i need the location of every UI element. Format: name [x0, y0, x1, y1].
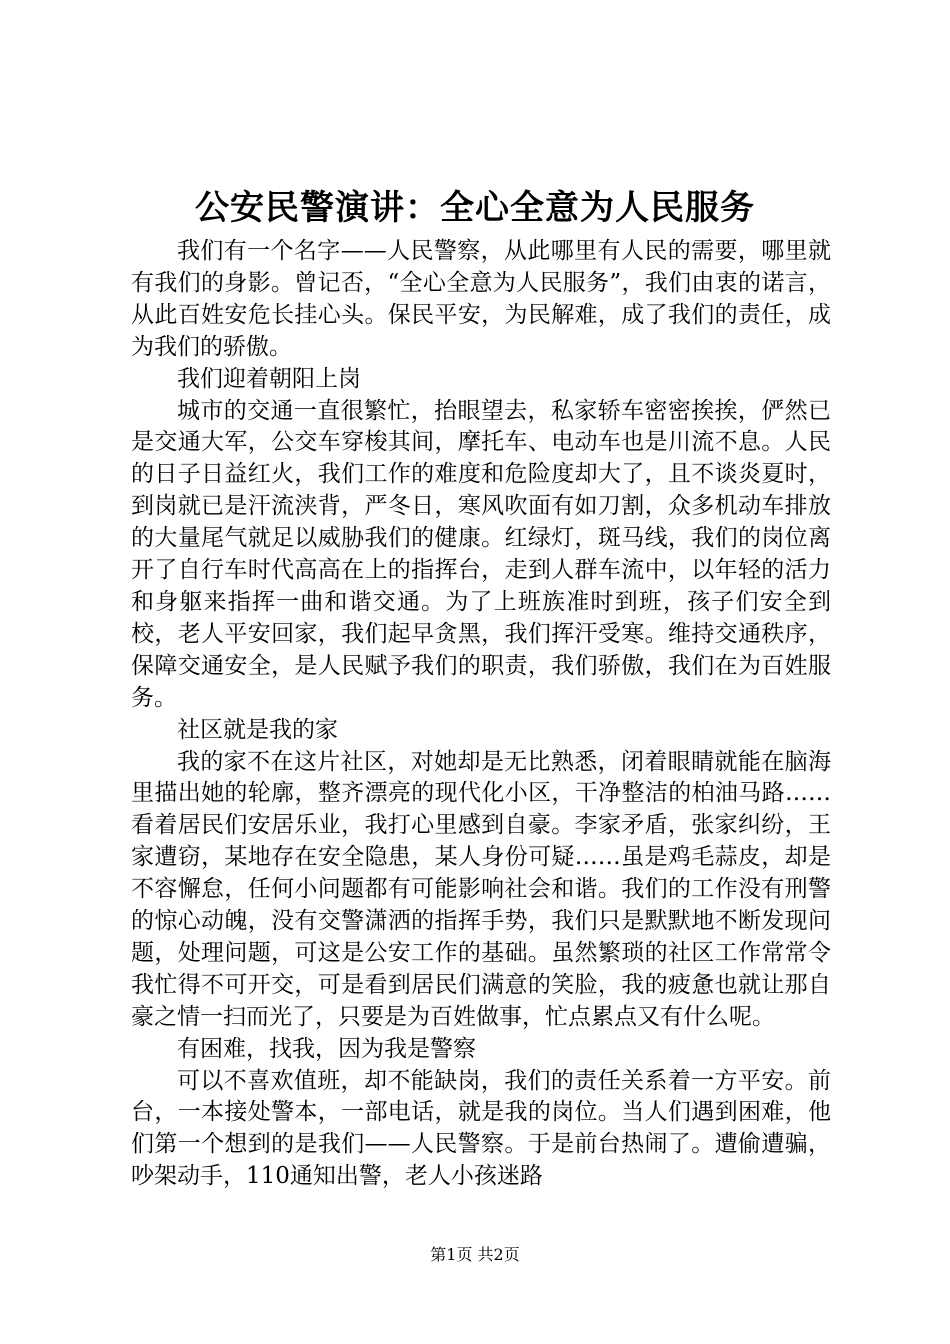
section-heading-traffic: 我们迎着朝阳上岗 [177, 365, 361, 392]
paragraph-traffic: 城市的交通一直很繁忙，抬眼望去，私家轿车密密挨挨，俨然已是交通大军，公交车穿梭其间，摩托车、电动车也是川流不息。人民的日子日益红火，我们工作的难度和危险度却大了，且不谈炎夏时，到岗就已是汗流浃背，严冬日，寒风吹面有如刀割，众多机动车排放的大量尾气就足以威胁我们的健康。红绿灯，斑马线，我们的岗位离开了自行车时代高高在上的指挥台，走到人群车流中，以年轻的活力和身躯来指挥一曲和谐交通。为了上班族准时到班，孩子们安全到校，老人平安回家，我们起早贪黑，我们挥汗受寒。维持交通秩序，保障交通安全，是人民赋予我们的职责，我们骄傲，我们在为百姓服务。 [131, 397, 831, 711]
document-body [131, 236, 831, 1193]
paragraph-community: 我的家不在这片社区，对她却是无比熟悉，闭着眼睛就能在脑海里描出她的轮廓，整齐漂亮的现代化小区，干净整洁的柏油马路……看着居民们安居乐业，我打心里感到自豪。李家矛盾，张家纠纷，王家遭窃，某地存在安全隐患，某人身份可疑……虽是鸡毛蒜皮，却是不容懈怠，任何小问题都有可能影响社会和谐。我们的工作没有刑警的惊心动魄，没有交警潇洒的指挥手势，我们只是默默地不断发现问题，处理问题，可这是公安工作的基础。虽然繁琐的社区工作常常令我忙得不可开交，可是看到居民们满意的笑脸，我的疲惫也就让那自豪之情一扫而光了，只要是为百姓做事，忙点累点又有什么呢。 [131, 748, 831, 1030]
paragraph-intro: 我们有一个名字——人民警察，从此哪里有人民的需要，哪里就有我们的身影。曾记否，“全心全意为人民服务”，我们由衷的诺言，从此百姓安危长挂心头。保民平安，为民解难，成了我们的责任，成为我们的骄傲。 [131, 238, 831, 360]
section-heading-help: 有困难，找我，因为我是警察 [177, 1035, 476, 1062]
page-footer: 第1页 共2页 [430, 1245, 520, 1264]
section-heading-community: 社区就是我的家 [177, 716, 338, 743]
document-title: 公安民警演讲：全心全意为人民服务 [195, 188, 755, 228]
paragraph-help: 可以不喜欢值班，却不能缺岗，我们的责任关系着一方平安。前台，一本接处警本，一部电话，就是我的岗位。当人们遇到困难，他们第一个想到的是我们——人民警察。于是前台热闹了。遭偷遭骗，吵架动手，110通知出警，老人小孩迷路 [131, 1067, 831, 1190]
